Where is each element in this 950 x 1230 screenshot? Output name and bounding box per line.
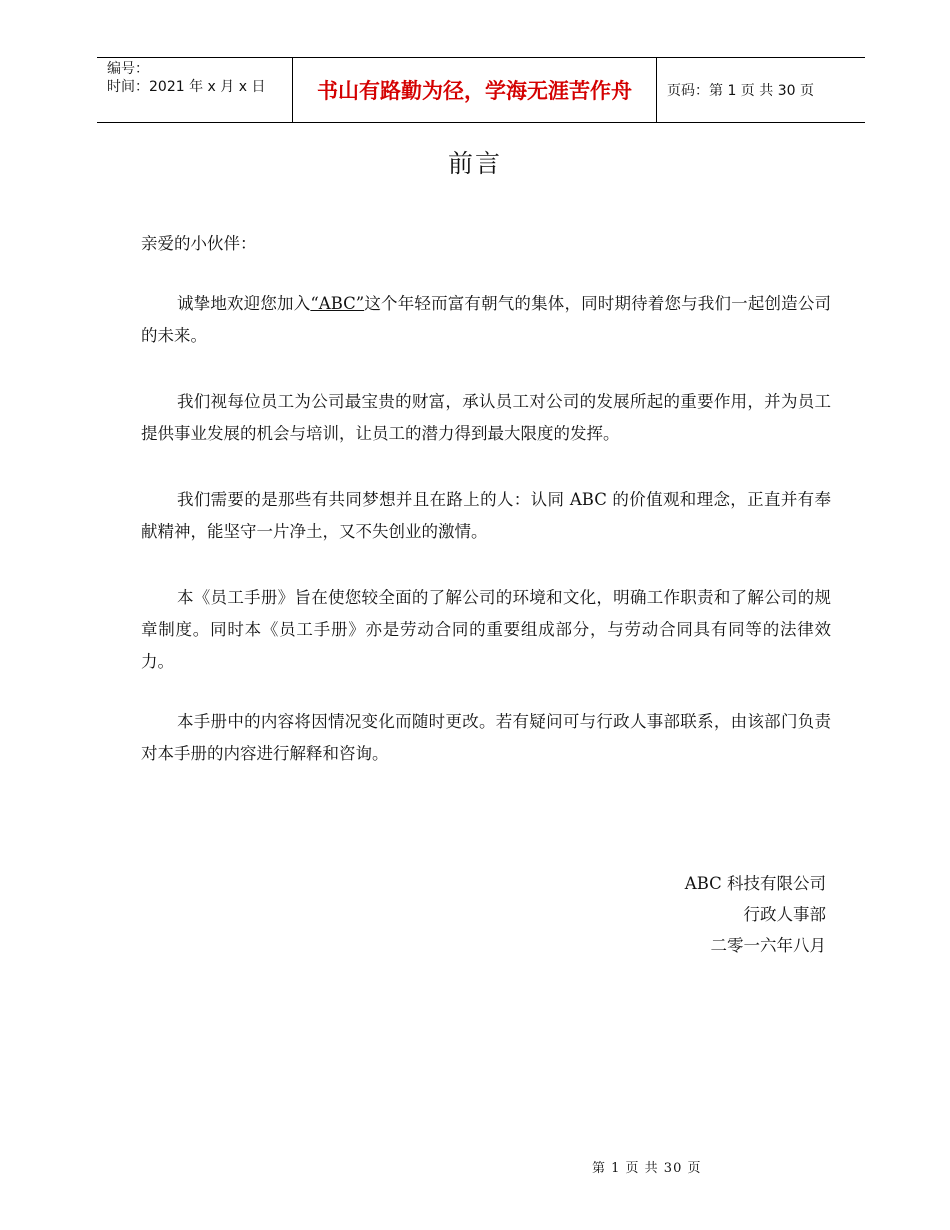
paragraph-handbook: 本《员工手册》旨在使您较全面的了解公司的环境和文化，明确工作职责和了解公司的规章制度。同时本《员工手册》亦是劳动合同的重要组成部分，与劳动合同具有同等的法律效力。 (141, 588, 831, 671)
paragraph-values: 我们视每位员工为公司最宝贵的财富，承认员工对公司的发展所起的重要作用，并为员工提供事业发展的机会与培训，让员工的潜力得到最大限度的发挥。 (141, 392, 831, 443)
page-title: 前言 (447, 149, 502, 178)
number-label: 编号： (107, 61, 149, 77)
header-page-info: 页码：第 1 页 共 30 页 (667, 83, 814, 99)
signature-company: ABC 科技有限公司 (684, 874, 826, 893)
signature-date: 二零一六年八月 (710, 936, 826, 955)
company-name-quoted: “ABC” (310, 294, 365, 313)
paragraph-changes: 本手册中的内容将因情况变化而随时更改。若有疑问可与行政人事部联系，由该部门负责对本手册的内容进行解释和咨询。 (141, 712, 831, 763)
header-motto: 书山有路勤为径，学海无涯苦作舟 (293, 58, 657, 122)
paragraph-people: 我们需要的是那些有共同梦想并且在路上的人：认同 ABC 的价值观和理念，正直并有奉献精神，能坚守一片净土，又不失创业的激情。 (141, 490, 831, 541)
header-meta (97, 58, 293, 122)
paragraph-welcome (141, 288, 831, 352)
signature-department: 行政人事部 (743, 905, 826, 924)
header-table (97, 57, 865, 123)
time-label: 时间：2021 年 x 月 x 日 (107, 79, 266, 95)
paragraph-welcome-start: 诚挚地欢迎您加入 (177, 294, 311, 313)
paragraph-welcome-end: 这个年轻而富有朝气的集体，同时期待着您与我们一起创造公司的未来。 (141, 294, 832, 345)
greeting: 亲爱的小伙伴： (141, 234, 257, 253)
page-footer: 第 1 页 共 30 页 (592, 1161, 702, 1176)
